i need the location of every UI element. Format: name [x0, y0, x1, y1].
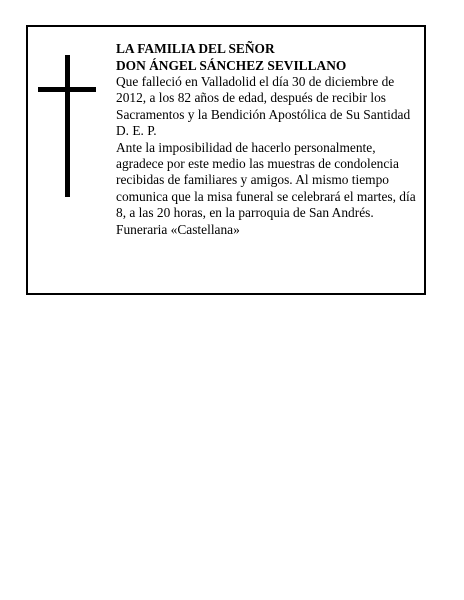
- notice-text: [116, 40, 424, 238]
- obituary-notice: [26, 25, 426, 295]
- cross-icon: [38, 55, 96, 197]
- cross-vertical-bar: [65, 55, 70, 197]
- cross-horizontal-bar: [38, 87, 96, 92]
- notice-paragraph-death: Que falleció en Valladolid el día 30 de diciembre de 2012, a los 82 años de edad, después de recibir los Sacramentos y la Bendición Apostólica de Su Santidad D. E. P.: [116, 74, 411, 139]
- notice-heading-line1: LA FAMILIA DEL SEÑOR: [116, 41, 275, 56]
- notice-signature: Funeraria «Castellana»: [116, 221, 240, 237]
- notice-paragraph-funeral: Ante la imposibilidad de hacerlo personalmente, agradece por este medio las muestras de condolencia recibidas de familiares y amigos. Al mismo tiempo comunica que la misa funeral se celebrará el martes, día 8, a las 20 horas, en la parroquia de San Andrés.: [116, 139, 416, 221]
- notice-heading-line2: DON ÁNGEL SÁNCHEZ SEVILLANO: [116, 58, 347, 73]
